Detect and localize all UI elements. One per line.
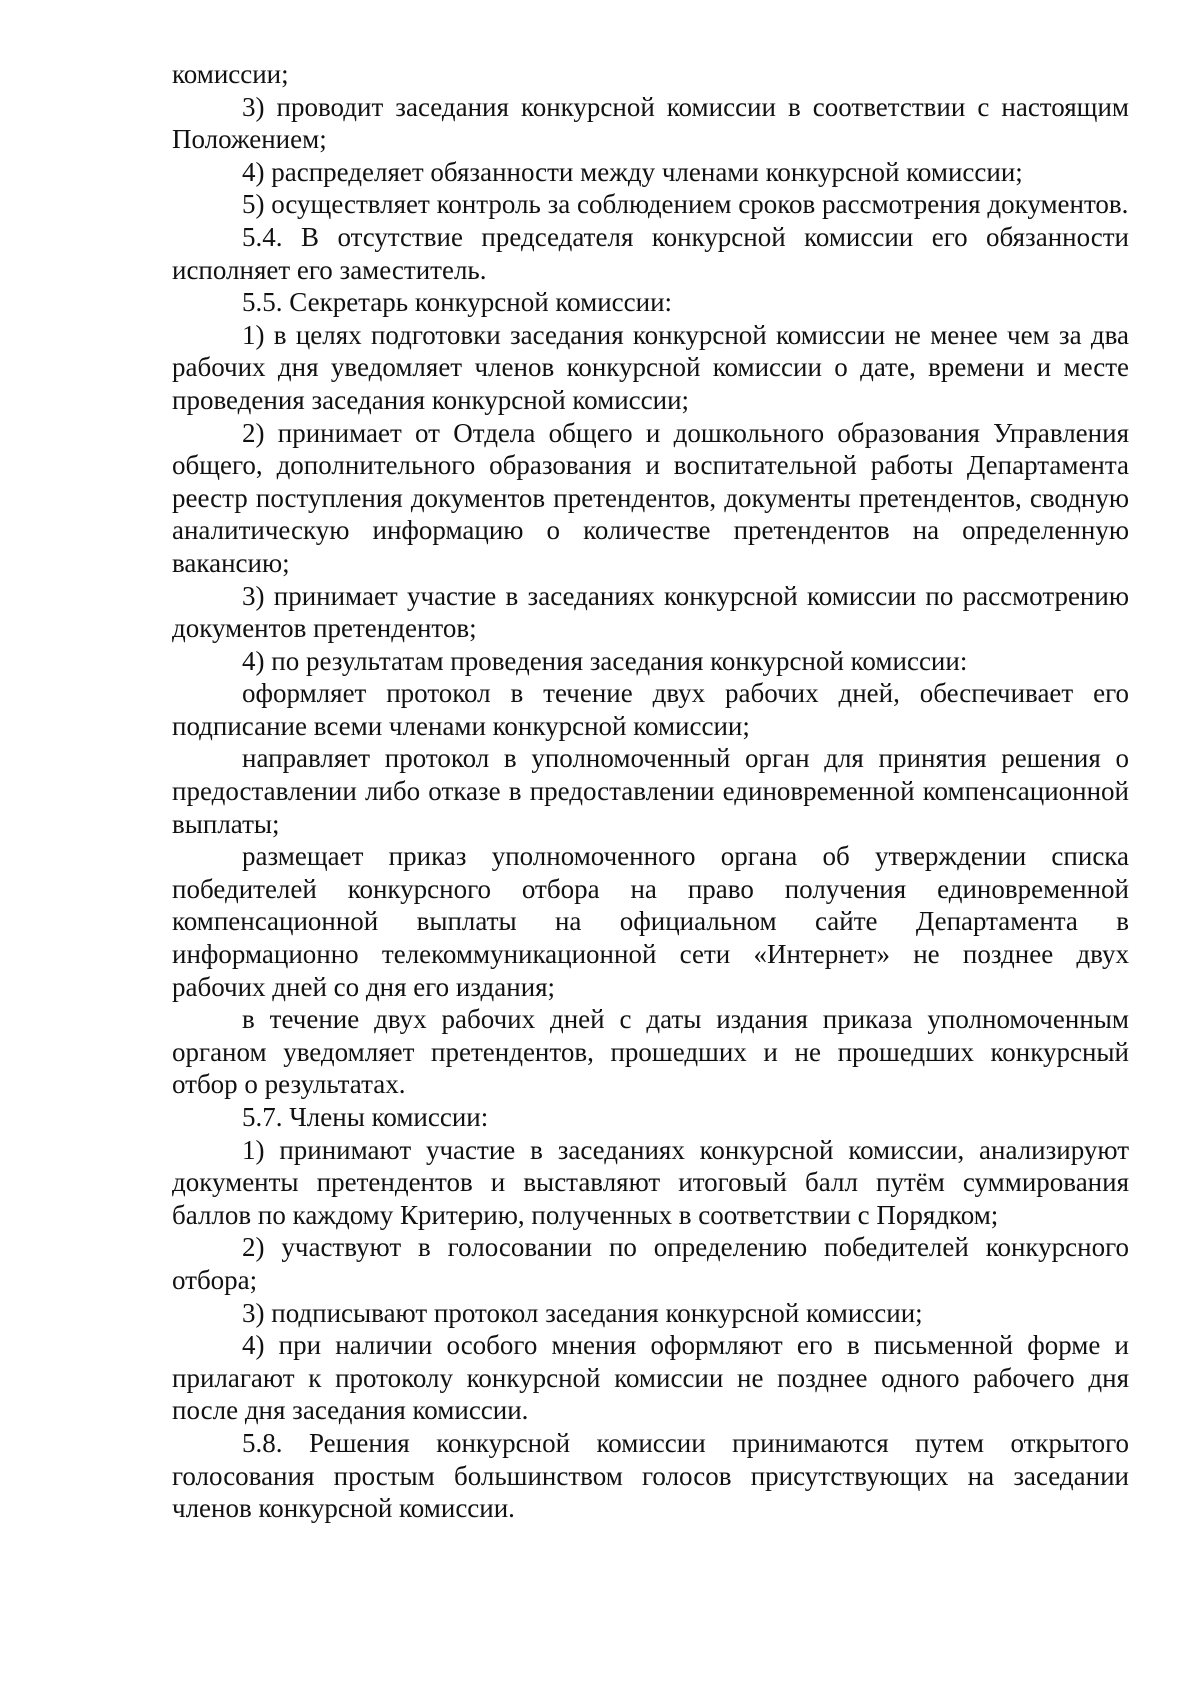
paragraph-5-5-item-4: 4) по результатам проведения заседания конкурсной комиссии: [242, 645, 968, 676]
document-page [172, 58, 1129, 1525]
paragraph-continuation: комиссии; [172, 59, 289, 89]
paragraph-5-8: 5.8. Решения конкурсной комиссии принимаются путем открытого голосования простым большинством голосов присутствующих на заседании членов конкурсной комиссии. [172, 1427, 1129, 1524]
paragraph-notify-applicants: в течение двух рабочих дней с даты издания приказа уполномоченным органом уведомляет претендентов, прошедших и не прошедших конкурсный отбор о результатах. [172, 1004, 1129, 1100]
paragraph-5-4: 5.4. В отсутствие председателя конкурсной комиссии его обязанности исполняет его заместитель. [172, 221, 1129, 285]
paragraph-5-5-item-3: 3) принимает участие в заседаниях конкурсной комиссии по рассмотрению документов претендентов; [172, 580, 1129, 644]
paragraph-5-5-heading: 5.5. Секретарь конкурсной комиссии: [242, 287, 673, 318]
paragraph-5-7-item-1: 1) принимают участие в заседаниях конкурсной комиссии, анализируют документы претендентов и выставляют итоговый балл путём суммирования баллов по каждому Критерию, полученных в соответствии с Порядком; [172, 1134, 1129, 1230]
paragraph-protocol-sending: направляет протокол в уполномоченный орган для принятия решения о предоставлении либо отказе в предоставлении единовременной компенсационной выплаты; [172, 743, 1129, 839]
paragraph-5-5-item-2: 2) принимает от Отдела общего и дошкольного образования Управления общего, дополнительного образования и воспитательной работы Департамента реестр поступления документов претендентов, документы претендентов, сводную аналитическую информацию о количестве претендентов на определенную вакансию; [172, 417, 1129, 578]
paragraph-item-4-distributes-duties: 4) распределяет обязанности между членами конкурсной комиссии; [242, 156, 1023, 187]
paragraph-order-publishing: размещает приказ уполномоченного органа об утверждении списка победителей конкурсного отбора на право получения единовременной компенсационной выплаты на официальном сайте Департамента в информационно телекоммуникационной сети «Интернет» не позднее двух рабочих дней со дня его издания; [172, 841, 1129, 1002]
paragraph-protocol-drafting: оформляет протокол в течение двух рабочих дней, обеспечивает его подписание всеми членами конкурсной комиссии; [172, 678, 1129, 741]
paragraph-5-7-item-3: 3) подписывают протокол заседания конкурсной комиссии; [242, 1297, 923, 1328]
paragraph-5-7-item-4: 4) при наличии особого мнения оформляют его в письменной форме и прилагают к протоколу конкурсной комиссии не позднее одного рабочего дня после дня заседания комиссии. [172, 1330, 1129, 1426]
paragraph-item-3-holds-meetings: 3) проводит заседания конкурсной комиссии в соответствии с настоящим Положением; [172, 91, 1129, 155]
paragraph-5-7-heading: 5.7. Члены комиссии: [242, 1102, 489, 1132]
paragraph-5-7-item-2: 2) участвуют в голосовании по определению победителей конкурсного отбора; [172, 1232, 1129, 1295]
paragraph-item-5-control-deadlines: 5) осуществляет контроль за соблюдением сроков рассмотрения документов. [242, 189, 1129, 220]
paragraph-5-5-item-1: 1) в целях подготовки заседания конкурсной комиссии не менее чем за два рабочих дня уведомляет членов конкурсной комиссии о дате, времени и месте проведения заседания конкурсной комиссии; [172, 319, 1129, 415]
